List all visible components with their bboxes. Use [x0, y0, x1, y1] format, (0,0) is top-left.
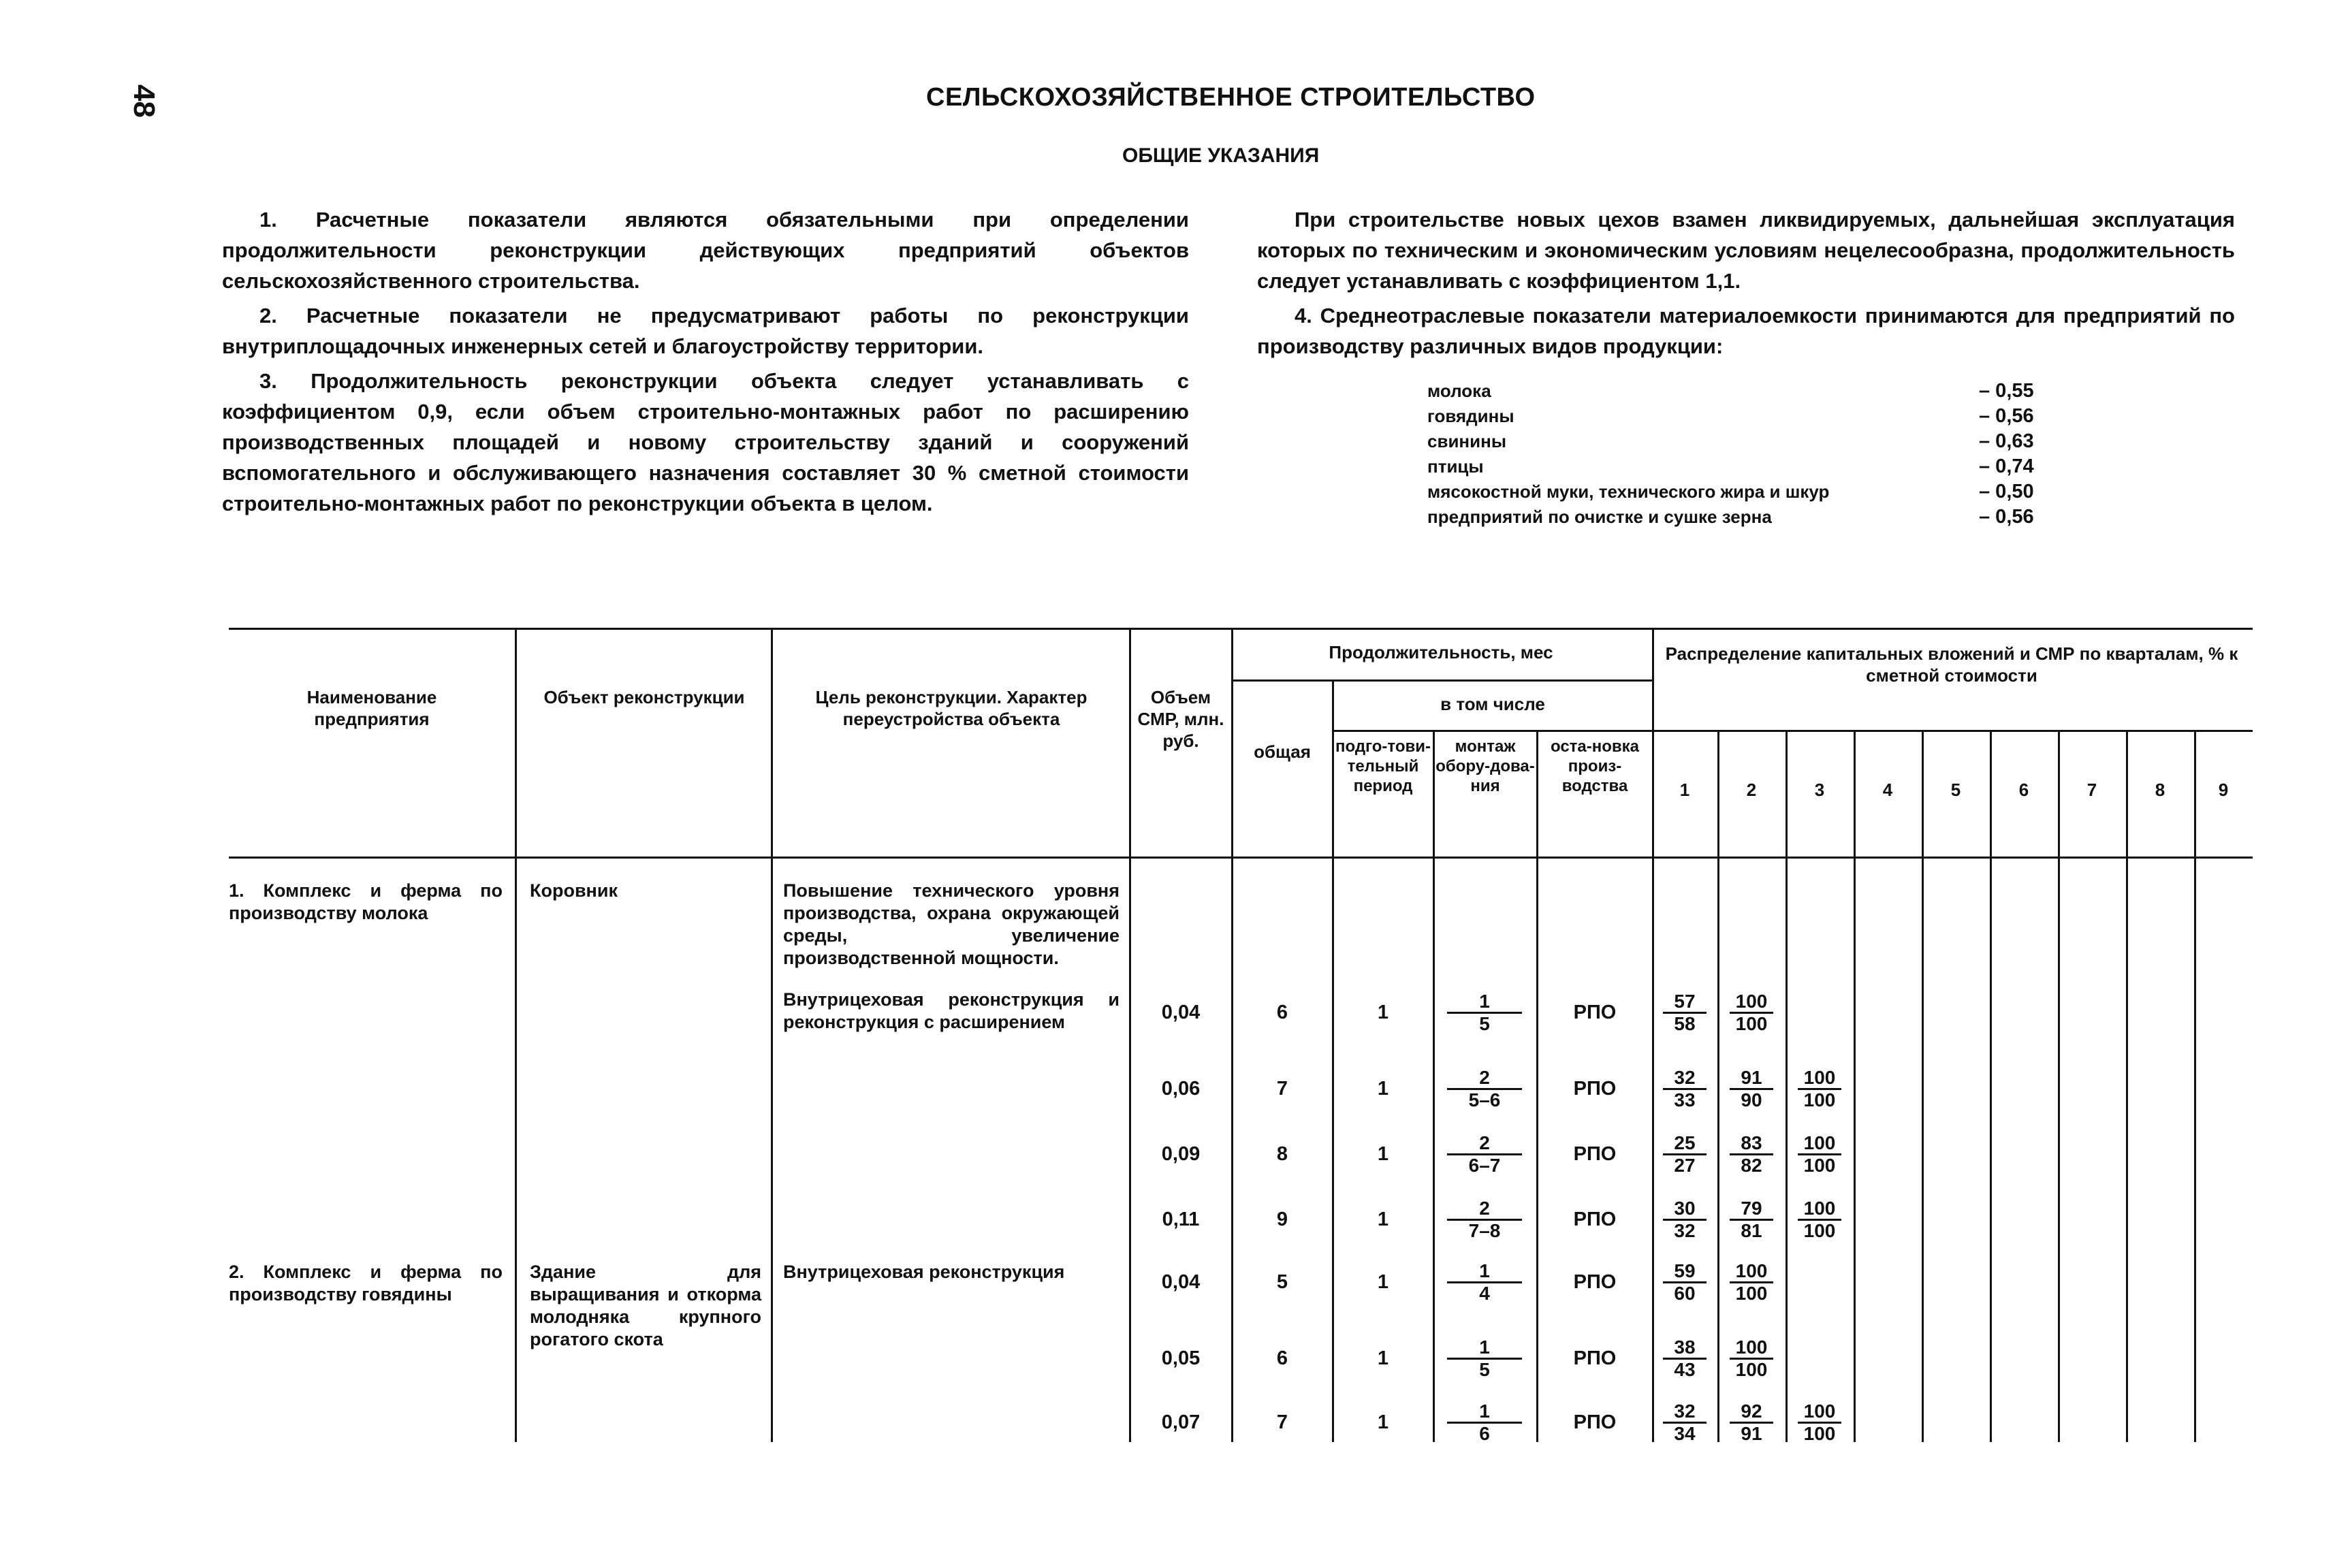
table-top-rule: [229, 628, 2253, 630]
production-stop-value: РПО: [1573, 1209, 1617, 1230]
total-duration: 7: [1276, 1411, 1288, 1433]
header-prep-period: подго-тови-тельный период: [1335, 737, 1431, 795]
left-column: [222, 204, 1189, 523]
quarter-header: 7: [2086, 780, 2097, 800]
mounting-fraction: 2 5–6: [1447, 1068, 1522, 1110]
prep-period-value: 1: [1377, 1411, 1389, 1433]
prep-period-value: 1: [1377, 1209, 1389, 1230]
mounting-fraction: 1 6: [1447, 1401, 1522, 1444]
paragraph-2: 2. Расчетные показатели не предусматривают работы по реконструкции внутриплощадочных инженерных сетей и благоустройству территории.: [222, 304, 1189, 358]
mounting-fraction: 1 5: [1447, 1337, 1522, 1380]
quarter-fraction: $\frac{100}{100}$: [1730, 991, 1773, 1034]
mounting-fraction: 2 7–8: [1447, 1198, 1522, 1241]
quarter-fraction: $\frac{92}{91}$: [1730, 1401, 1773, 1444]
col-divider: [1990, 730, 1992, 1442]
materials-row: мясокостной муки, технического жира и шкур – 0,50: [1427, 481, 2034, 502]
purpose-text: Внутрицеховая реконструкция: [783, 1262, 1065, 1282]
mounting-fraction: 2 6–7: [1447, 1133, 1522, 1176]
total-duration: 6: [1276, 1002, 1288, 1023]
volume-value: 0,04: [1161, 1002, 1201, 1023]
header-purpose: Цель реконструкции. Характер переустройства объекта: [815, 687, 1088, 729]
quarter-fraction: $\frac{79}{81}$: [1730, 1198, 1773, 1241]
quarter-fraction: $\frac{59}{60}$: [1663, 1261, 1707, 1304]
paragraph-3: 3. Продолжительность реконструкции объекта следует устанавливать с коэффициентом 0,9, если объем строительно-монтажных работ по расширению производственных площадей и новому строительству зданий и сооружений вспомогательного и обслуживающего назначения составляет 30 % сметной стоимости строительно-монтажных работ по реконструкции объекта в целом.: [222, 369, 1189, 515]
col-divider: [2058, 730, 2060, 1442]
purpose-detail: Внутрицеховая реконструкция и реконструкция с расширением: [783, 989, 1120, 1032]
col-divider: [1231, 628, 1233, 1442]
col-divider: [1786, 730, 1788, 1442]
quarter-header: 1: [1679, 780, 1690, 800]
quarter-fraction: $\frac{100}{100}$: [1730, 1337, 1773, 1380]
quarter-header: 2: [1746, 780, 1757, 800]
col-divider: [771, 628, 773, 1442]
header-object: Объект реконструкции: [543, 687, 745, 707]
volume-value: 0,07: [1161, 1411, 1201, 1433]
quarter-header: 8: [2155, 780, 2165, 800]
header-rule-duration: [1231, 679, 1652, 682]
production-stop-value: РПО: [1573, 1411, 1617, 1433]
col-divider: [1717, 730, 1719, 1442]
volume-value: 0,11: [1162, 1209, 1200, 1230]
header-rule-quarters: [1652, 730, 2253, 732]
header-rule-including: [1332, 730, 1652, 732]
total-duration: 8: [1276, 1143, 1288, 1165]
header-bottom-rule: [229, 857, 2253, 859]
materials-row: свинины – 0,63: [1427, 430, 2034, 452]
header-duration: Продолжительность, мес: [1329, 642, 1553, 662]
materials-row: говядины – 0,56: [1427, 405, 2034, 427]
duration-table: [229, 628, 2253, 1442]
col-divider: [1332, 679, 1334, 1442]
paragraph-new-shops: При строительстве новых цехов взамен ликвидируемых, дальнейшая эксплуатация которых по техническим и экономическим условиям нецелесообразна, продолжительность следует устанавливать с коэффициентом 1,1.: [1257, 208, 2235, 293]
materials-row: птицы – 0,74: [1427, 455, 2034, 477]
paragraph-4: 4. Среднеотраслевые показатели материалоемкости принимаются для предприятий по производству различных видов продукции:: [1257, 304, 2235, 358]
header-volume: Объем СМР, млн. руб.: [1137, 687, 1224, 751]
quarter-fraction: $\frac{100}{100}$: [1798, 1401, 1841, 1444]
total-duration: 9: [1276, 1209, 1288, 1230]
col-divider: [1536, 730, 1538, 1442]
production-stop-value: РПО: [1573, 1143, 1617, 1165]
object-name: Здание для выращивания и откорма молодняка крупного рогатого скота: [530, 1262, 761, 1349]
quarter-fraction: $\frac{91}{90}$: [1730, 1068, 1773, 1110]
total-duration: 7: [1276, 1078, 1288, 1100]
col-divider: [1652, 628, 1654, 1442]
prep-period-value: 1: [1377, 1347, 1389, 1369]
header-total: общая: [1254, 741, 1311, 762]
quarter-fraction: $\frac{32}{34}$: [1663, 1401, 1707, 1444]
paragraph-1: 1. Расчетные показатели являются обязательными при определении продолжительности реконструкции действующих предприятий объектов сельскохозяйственного строительства.: [222, 208, 1189, 293]
header-distribution: Распределение капитальных вложений и СМР по кварталам, % к сметной стоимости: [1665, 643, 2238, 686]
production-stop-value: РПО: [1573, 1347, 1617, 1369]
production-stop-value: РПО: [1573, 1271, 1617, 1293]
quarter-fraction: $\frac{38}{43}$: [1663, 1337, 1707, 1380]
quarter-fraction: $\frac{83}{82}$: [1730, 1133, 1773, 1176]
volume-value: 0,09: [1161, 1143, 1201, 1165]
header-including: в том числе: [1440, 694, 1545, 714]
volume-value: 0,05: [1161, 1347, 1201, 1369]
page-title: СЕЛЬСКОХОЗЯЙСТВЕННОЕ СТРОИТЕЛЬСТВО: [926, 83, 1536, 112]
col-divider: [2126, 730, 2128, 1442]
quarter-header: 9: [2218, 780, 2229, 800]
purpose-text: Повышение технического уровня производства, охрана окружающей среды, увеличение производственной мощности.: [783, 880, 1120, 968]
quarter-header: 5: [1950, 780, 1961, 800]
quarter-fraction: $\frac{25}{27}$: [1663, 1133, 1707, 1176]
col-divider: [515, 628, 517, 1442]
enterprise-name: 1. Комплекс и ферма по производству молока: [229, 880, 503, 923]
quarter-fraction: $\frac{32}{33}$: [1663, 1068, 1707, 1110]
header-production-stop: оста-новка произ-водства: [1550, 737, 1640, 795]
materials-row: предприятий по очистке и сушке зерна – 0,56: [1427, 506, 2034, 528]
prep-period-value: 1: [1377, 1271, 1389, 1293]
col-divider: [1922, 730, 1924, 1442]
enterprise-name: 2. Комплекс и ферма по производству говядины: [229, 1262, 503, 1305]
quarter-fraction: $\frac{100}{100}$: [1730, 1261, 1773, 1304]
production-stop-value: РПО: [1573, 1078, 1617, 1100]
volume-value: 0,06: [1161, 1078, 1201, 1100]
quarter-header: 6: [2018, 780, 2029, 800]
header-mounting: монтаж обору-дова-ния: [1435, 737, 1535, 795]
page-number: 48: [127, 84, 161, 118]
col-divider: [2194, 730, 2196, 1442]
volume-value: 0,04: [1161, 1271, 1201, 1293]
header-enterprise: Наименование предприятия: [306, 687, 437, 729]
quarter-fraction: $\frac{100}{100}$: [1798, 1133, 1841, 1176]
quarter-header: 3: [1814, 780, 1825, 800]
total-duration: 5: [1276, 1271, 1288, 1293]
section-title: ОБЩИЕ УКАЗАНИЯ: [1122, 144, 1320, 167]
quarter-fraction: $\frac{57}{58}$: [1663, 991, 1707, 1034]
prep-period-value: 1: [1377, 1002, 1389, 1023]
quarter-header: 4: [1882, 780, 1893, 800]
object-name: Коровник: [530, 880, 618, 901]
quarter-fraction: $\frac{100}{100}$: [1798, 1068, 1841, 1110]
mounting-fraction: 1 5: [1447, 991, 1522, 1034]
quarter-fraction: $\frac{30}{32}$: [1663, 1198, 1707, 1241]
materials-row: молока – 0,55: [1427, 380, 2034, 402]
mounting-fraction: 1 4: [1447, 1261, 1522, 1304]
right-column: [1257, 204, 2235, 366]
production-stop-value: РПО: [1573, 1002, 1617, 1023]
quarter-fraction: $\frac{100}{100}$: [1798, 1198, 1841, 1241]
prep-period-value: 1: [1377, 1143, 1389, 1165]
col-divider: [1433, 730, 1435, 1442]
col-divider: [1854, 730, 1856, 1442]
prep-period-value: 1: [1377, 1078, 1389, 1100]
total-duration: 6: [1276, 1347, 1288, 1369]
materials-list: [1427, 379, 2054, 530]
col-divider: [1129, 628, 1131, 1442]
